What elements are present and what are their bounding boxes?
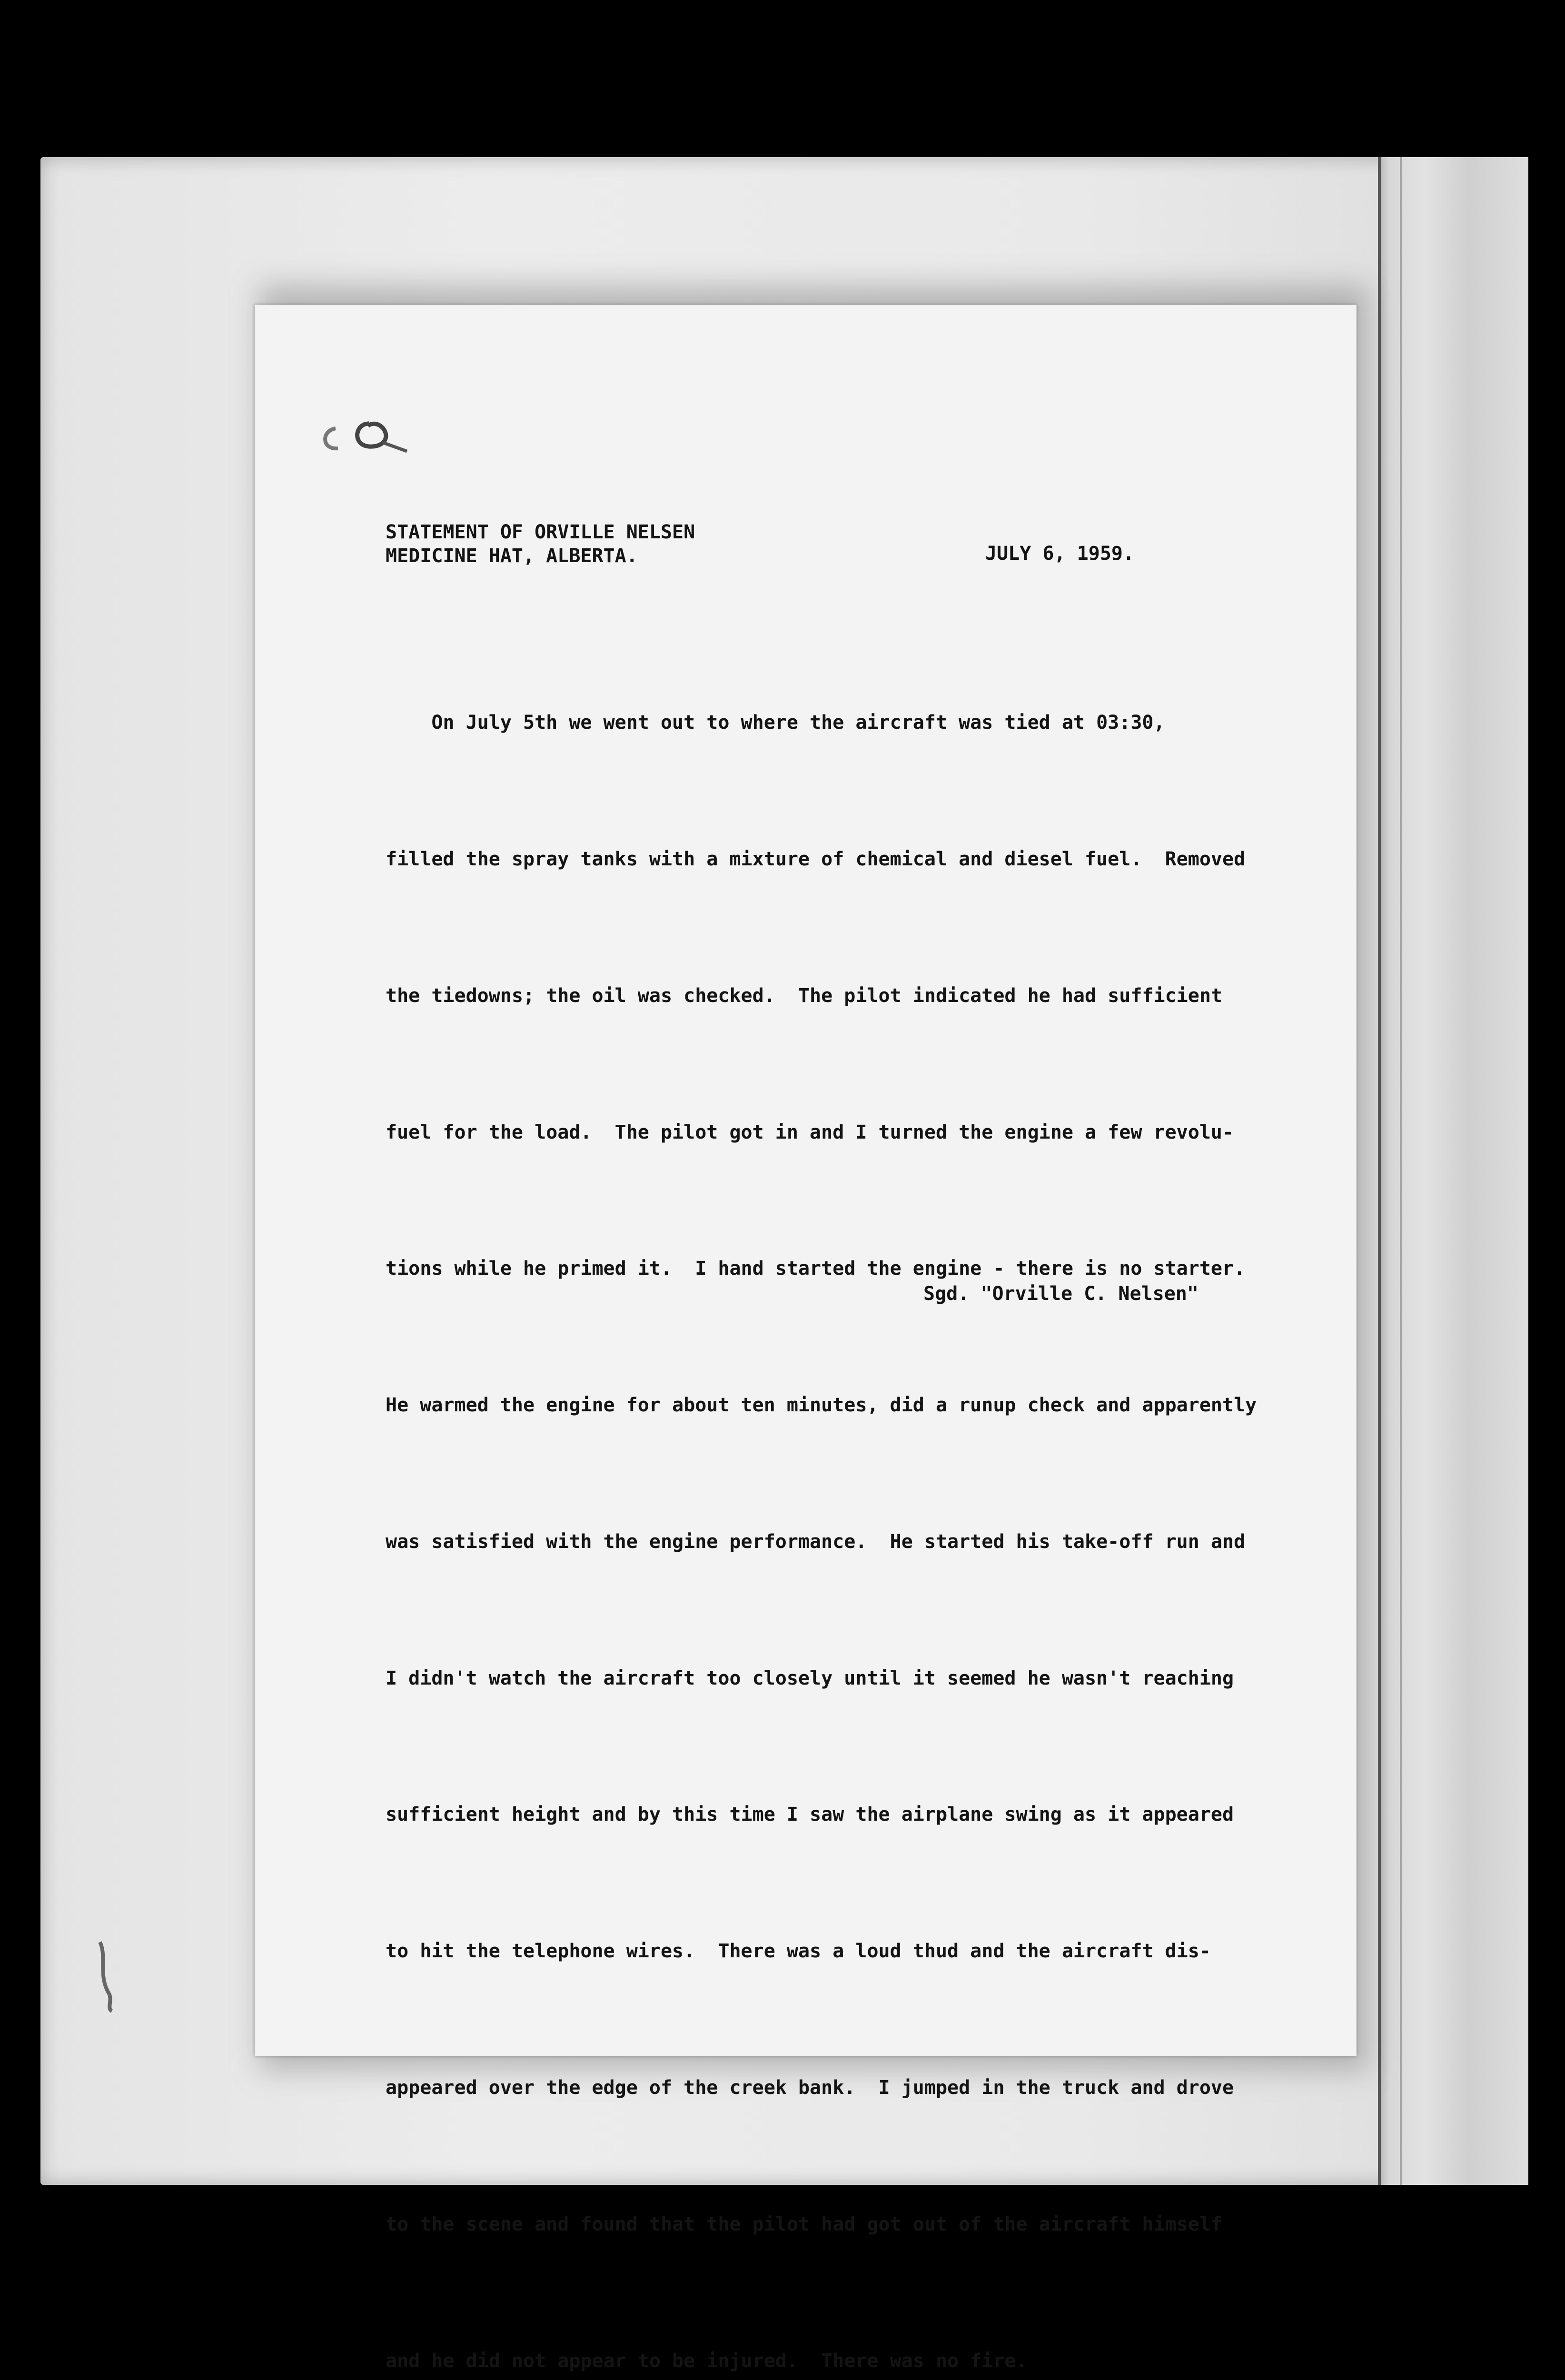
- body-line: I didn't watch the aircraft too closely until it seemed he wasn't reaching: [386, 1667, 1234, 1689]
- body-line: sufficient height and by this time I saw the airplane swing as it appeared: [386, 1804, 1234, 1826]
- body-line: to the scene and found that the pilot had got out of the aircraft himself: [386, 2213, 1222, 2235]
- body-line: and he did not appear to be injured. There was no fire.: [386, 2350, 1028, 2372]
- body-line: filled the spray tanks with a mixture of chemical and diesel fuel. Removed: [386, 848, 1246, 870]
- statement-location: MEDICINE HAT, ALBERTA.: [386, 545, 638, 567]
- body-line: tions while he primed it. I hand started the engine - there is no starter.: [386, 1258, 1246, 1280]
- signature-line: Sgd. "Orville C. Nelsen": [923, 1283, 1199, 1305]
- body-line: On July 5th we went out to where the aircraft was tied at 03:30,: [386, 712, 1165, 734]
- body-line: the tiedowns; the oil was checked. The pilot indicated he had sufficient: [386, 984, 1222, 1007]
- body-line: He warmed the engine for about ten minutes, did a runup check and apparently: [386, 1394, 1257, 1417]
- body-line: fuel for the load. The pilot got in and I turned the engine a few revolu-: [386, 1121, 1234, 1143]
- binding-strip: [1378, 157, 1528, 2185]
- handwritten-mark-icon: [312, 409, 416, 466]
- statement-body: [386, 609, 1257, 2380]
- body-line: was satisfied with the engine performance. He started his take-off run and: [386, 1530, 1246, 1553]
- statement-title: STATEMENT OF ORVILLE NELSEN: [386, 521, 695, 543]
- pencil-smudge-icon: [90, 1937, 119, 2013]
- body-line: to hit the telephone wires. There was a loud thud and the aircraft dis-: [386, 1940, 1211, 1963]
- body-line: appeared over the edge of the creek bank. I jumped in the truck and drove: [386, 2077, 1234, 2099]
- statement-date: JULY 6, 1959.: [985, 543, 1135, 565]
